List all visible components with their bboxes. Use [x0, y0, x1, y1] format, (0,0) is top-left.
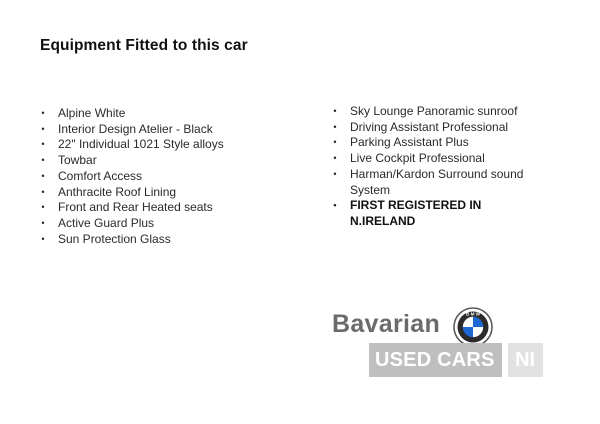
bullet-icon: • — [333, 106, 337, 116]
list-item — [38, 106, 224, 122]
list-item — [330, 104, 530, 120]
list-item — [38, 200, 224, 216]
bullet-icon: • — [41, 217, 45, 228]
logo-brand-word: Bavarian — [332, 310, 441, 338]
equipment-list-left — [38, 106, 224, 247]
list-item — [38, 232, 224, 248]
item-text: Towbar — [58, 153, 97, 168]
list-item — [38, 216, 224, 232]
bullet-icon: • — [41, 233, 45, 244]
list-item — [38, 122, 224, 138]
bullet-icon: • — [333, 168, 337, 179]
list-item — [330, 135, 530, 151]
item-text: 22" Individual 1021 Style alloys — [58, 137, 224, 152]
logo-region: NI — [508, 343, 543, 377]
bullet-icon: • — [41, 139, 45, 150]
logo-used-cars: USED CARS — [369, 343, 502, 377]
item-text: Driving Assistant Professional — [350, 119, 509, 134]
list-item — [38, 169, 224, 185]
bullet-icon: • — [41, 170, 45, 181]
logo-used-cars-bar — [369, 343, 543, 377]
equipment-list-right — [330, 104, 530, 230]
bullet-icon: • — [333, 121, 337, 132]
item-text: FIRST REGISTERED IN N.IRELAND — [350, 198, 482, 228]
bmw-roundel-icon — [453, 307, 493, 347]
bullet-icon: • — [41, 123, 45, 134]
list-item-emphasis — [330, 198, 530, 229]
bullet-icon: • — [333, 137, 337, 148]
list-item — [38, 153, 224, 169]
list-item — [330, 167, 530, 198]
item-text: Anthracite Roof Lining — [58, 184, 177, 199]
page-title: Equipment Fitted to this car — [40, 37, 248, 54]
item-text: Sky Lounge Panoramic sunroof — [350, 104, 518, 118]
bullet-icon: • — [333, 200, 337, 211]
item-text: Alpine White — [58, 106, 126, 120]
bullet-icon: • — [41, 108, 45, 118]
list-item — [330, 151, 530, 167]
item-text: Live Cockpit Professional — [350, 151, 485, 166]
bullet-icon: • — [333, 153, 337, 164]
item-text: Sun Protection Glass — [58, 231, 171, 246]
bullet-icon: • — [41, 202, 45, 213]
list-item — [38, 137, 224, 153]
item-text: Parking Assistant Plus — [350, 135, 469, 150]
item-text: Active Guard Plus — [58, 215, 155, 230]
bullet-icon: • — [41, 155, 45, 166]
item-text: Comfort Access — [58, 168, 143, 183]
bullet-icon: • — [41, 186, 45, 197]
list-item — [330, 120, 530, 136]
item-text: Interior Design Atelier - Black — [58, 121, 213, 136]
dealer-logo — [332, 307, 544, 377]
roundel-letters: B M W — [465, 311, 481, 317]
item-text: Front and Rear Heated seats — [58, 200, 213, 215]
item-text: Harman/Kardon Surround sound System — [350, 166, 524, 197]
list-item — [38, 185, 224, 201]
